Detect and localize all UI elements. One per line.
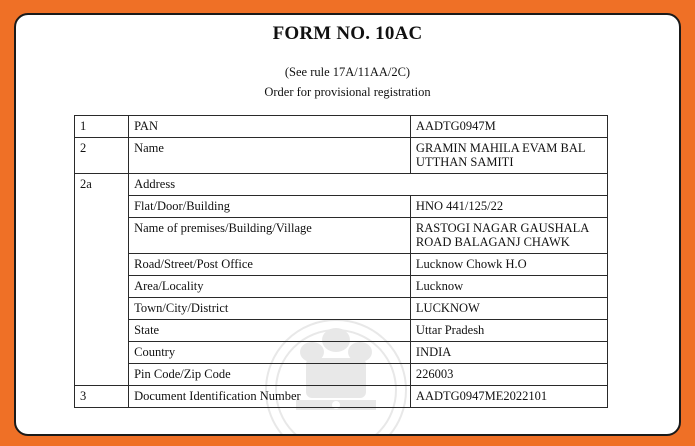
row-value: Uttar Pradesh	[410, 320, 607, 342]
row-value: AADTG0947M	[410, 116, 607, 138]
table-row	[75, 196, 608, 218]
row-value: Lucknow	[410, 276, 607, 298]
row-label: PAN	[129, 116, 411, 138]
row-number: 3	[75, 386, 129, 408]
table-row	[75, 254, 608, 276]
row-label: Name of premises/Building/Village	[129, 218, 411, 254]
registration-table	[74, 115, 608, 408]
row-label: Flat/Door/Building	[129, 196, 411, 218]
table-row	[75, 386, 608, 408]
form-order-heading: Order for provisional registration	[264, 85, 431, 99]
table-row	[75, 342, 608, 364]
table-row	[75, 174, 608, 196]
table-row	[75, 320, 608, 342]
document-card	[14, 13, 681, 436]
table-row	[75, 276, 608, 298]
row-value: Lucknow Chowk H.O	[410, 254, 607, 276]
row-label: Name	[129, 138, 411, 174]
table-row	[75, 116, 608, 138]
row-value: HNO 441/125/22	[410, 196, 607, 218]
row-label: Area/Locality	[129, 276, 411, 298]
row-value: 226003	[410, 364, 607, 386]
row-label: Document Identification Number	[129, 386, 411, 408]
row-label: Pin Code/Zip Code	[129, 364, 411, 386]
table-row	[75, 218, 608, 254]
row-value: RASTOGI NAGAR GAUSHALA ROAD BALAGANJ CHAWK	[410, 218, 607, 254]
row-label: Town/City/District	[129, 298, 411, 320]
row-number: 1	[75, 116, 129, 138]
row-number: 2	[75, 138, 129, 174]
row-value: LUCKNOW	[410, 298, 607, 320]
row-value: GRAMIN MAHILA EVAM BAL UTTHAN SAMITI	[410, 138, 607, 174]
table-row	[75, 298, 608, 320]
form-rule: (See rule 17A/11AA/2C)	[284, 65, 411, 79]
row-value: AADTG0947ME2022101	[410, 386, 607, 408]
row-label: Road/Street/Post Office	[129, 254, 411, 276]
table-row	[75, 138, 608, 174]
row-label: State	[129, 320, 411, 342]
row-label: Country	[129, 342, 411, 364]
row-number: 2a	[75, 174, 129, 386]
row-label: Address	[129, 174, 608, 196]
row-value: INDIA	[410, 342, 607, 364]
form-title: FORM NO. 10AC	[272, 23, 423, 44]
table-row	[75, 364, 608, 386]
